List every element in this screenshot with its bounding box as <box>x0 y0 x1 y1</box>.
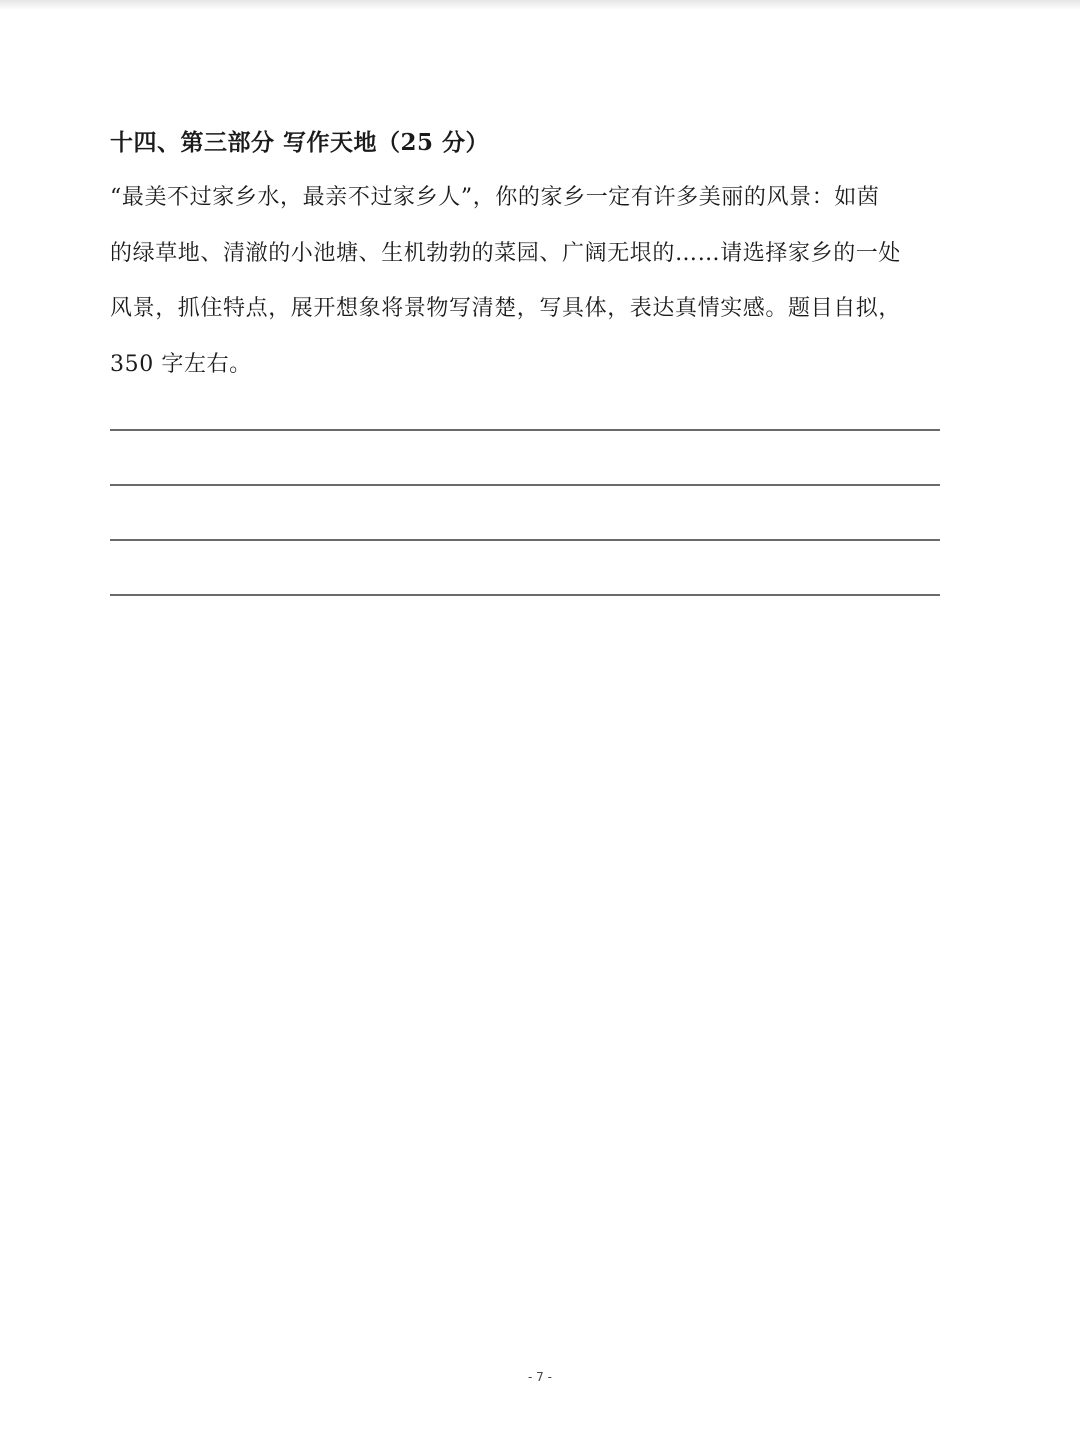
prompt-line: 350 字左右。 <box>110 351 252 377</box>
answer-writing-lines <box>110 429 940 649</box>
prompt-line: “最美不过家乡水，最亲不过家乡人”，你的家乡一定有许多美丽的风景：如茵 <box>110 185 880 210</box>
answer-line[interactable] <box>110 594 940 596</box>
answer-line[interactable] <box>110 539 940 541</box>
prompt-line: 风景，抓住特点，展开想象将景物写清楚，写具体，表达真情实感。题目自拟， <box>110 296 902 321</box>
answer-line[interactable] <box>110 429 940 431</box>
page-top-edge <box>0 0 1080 10</box>
page-number: - 7 - <box>528 1370 552 1384</box>
writing-prompt <box>110 170 972 392</box>
prompt-line: 的绿草地、清澈的小池塘、生机勃勃的菜园、广阔无垠的……请选择家乡的一处 <box>110 240 902 266</box>
section-heading: 十四、第三部分 写作天地（25 分） <box>110 129 490 156</box>
answer-line[interactable] <box>110 484 940 486</box>
